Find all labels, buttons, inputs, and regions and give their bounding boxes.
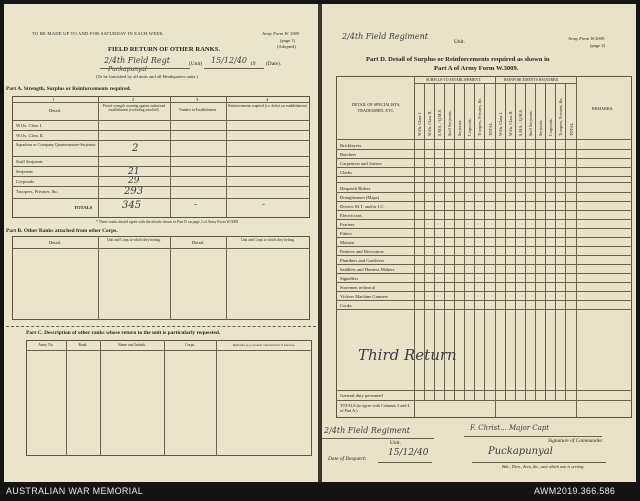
top-note: TO BE MADE UP TO AND FOR SATURDAY IN EACH WEEK. xyxy=(32,31,165,36)
col-header: Staff Serjeants. xyxy=(528,110,533,136)
unit-location-handwritten: Puckapunyal xyxy=(108,66,147,73)
unit-handwritten: 2/4th Field Regt xyxy=(104,56,170,65)
totals-note: * These totals should agree with the details shown in Part D on page 2 of Army Form W.3009. xyxy=(96,220,240,224)
totals-label: TOTALS xyxy=(74,205,93,210)
part-a-row-label: Squadron or Company Quartermaster-Serjeants xyxy=(16,142,96,147)
part-c-header-remarks: Remarks (e.g. present whereabouts if known). xyxy=(232,343,296,347)
part-a-col-num-1: 1 xyxy=(52,97,55,102)
location-handwritten: Puckapunyal xyxy=(488,446,553,457)
perforation-line xyxy=(6,326,316,327)
col-header: Staff Serjeants. xyxy=(447,110,452,136)
trade-row-label: Despatch Riders xyxy=(340,186,371,191)
col-header: S.M.S. / Q.M.S. xyxy=(518,109,523,136)
unit-label: (Unit) xyxy=(189,61,203,67)
part-d-totals-label: TOTALS (to agree with Columns 3 and 4 of Part A.) xyxy=(340,403,410,413)
part-c-title: Part C. Description of other ranks whose return to the unit is particularly requested. xyxy=(26,330,221,336)
despatch-label: Date of Despatch xyxy=(328,456,366,462)
date-handwritten: 15/12/40 xyxy=(211,56,247,65)
reinforcements-header: REINFORCEMENTS REQUIRED. xyxy=(504,78,560,82)
part-b-title: Part B. Other Ranks attached from other Corps. xyxy=(6,228,118,234)
part-a-col-num-2: 2 xyxy=(132,97,135,102)
part-a-row-label: Serjeants xyxy=(16,169,33,174)
adopted-label: (Adopted) xyxy=(277,44,296,49)
trade-row-label: Masons xyxy=(340,240,355,245)
col-header: Corporals. xyxy=(548,118,553,136)
col-header: Serjeants. xyxy=(457,119,462,136)
third-return-handwritten: Third Return xyxy=(358,346,457,364)
part-d-detail-header: DETAIL OF SPECIALISTS, TRADESMEN, ETC. xyxy=(351,102,401,113)
army-form-label: Army Form W. 3009 xyxy=(262,31,300,36)
footer-accession-number: AWM2019.366.586 xyxy=(534,486,616,496)
left-page xyxy=(4,4,318,482)
part-a-row-strength: 293 xyxy=(124,186,144,197)
trade-row-label: Signallers xyxy=(340,276,359,281)
signature-unit-label: Unit. xyxy=(390,440,401,446)
part-a-row-label: W.Os. Class I. xyxy=(16,123,43,128)
part-b-header-unit-2: Unit and Corps to which they belong. xyxy=(241,238,295,242)
right-unit-handwritten: 2/4th Field Regiment xyxy=(342,32,428,41)
col-header: TOTAL. xyxy=(569,121,574,136)
trade-row-label: Clerks xyxy=(340,170,352,175)
part-c-table xyxy=(26,340,312,456)
commander-signature-handwritten: F. Christ... Major Capt xyxy=(470,424,550,432)
general-duty-label: General duty personnel xyxy=(340,393,383,398)
totals-reinforcements: - xyxy=(262,200,266,210)
trade-row-label: Painters and Decorators xyxy=(340,249,384,254)
part-b-header-unit-1: Unit and Corps to which they belong. xyxy=(107,238,161,242)
part-c-header-name: Name and Initials. xyxy=(118,343,146,347)
form-title: FIELD RETURN OF OTHER RANKS. xyxy=(108,46,221,53)
trade-row-label: Saddlers and Harness Makers xyxy=(340,267,395,272)
trade-row-label: Farriers xyxy=(340,222,355,227)
right-unit-label: Unit. xyxy=(454,39,465,45)
part-a-col-num-4: 4 xyxy=(266,97,269,102)
right-page xyxy=(322,4,636,482)
col-header: Serjeants. xyxy=(538,119,543,136)
signature-unit-handwritten: 2/4th Field Regiment xyxy=(324,426,410,435)
part-b-header-detail-1: Detail. xyxy=(48,240,62,245)
col-header: W.Os. Class I. xyxy=(417,112,422,136)
part-a-row-strength: 21 xyxy=(128,167,140,177)
trade-row-label: Drivers M.T. and/or I.C. xyxy=(340,204,385,209)
part-a-row-label: W.Os. Class II. xyxy=(16,133,44,138)
col-header: Troopers, Privates, &c. xyxy=(477,97,482,136)
trade-row-label: Electricians xyxy=(340,213,362,218)
totals-strength: 345 xyxy=(122,200,142,211)
year-prefix: 19 xyxy=(250,61,256,67)
col-header: Corporals. xyxy=(467,118,472,136)
footer-credit: AUSTRALIAN WAR MEMORIAL xyxy=(6,486,144,496)
furnish-note: (To be furnished by all units and all Headquarter units.) xyxy=(96,74,198,79)
col-header: Troopers, Privates, &c. xyxy=(558,97,563,136)
trade-row-label: Bricklayers xyxy=(340,143,362,148)
part-c-header-army-no: Army No. xyxy=(38,343,54,347)
trade-row-label: Cooks xyxy=(340,303,352,308)
col-header: W.Os. Class II. xyxy=(427,110,432,136)
part-d-title-line2: Part A of Army Form W.3009. xyxy=(434,65,519,72)
col-header: W.Os. Class II. xyxy=(508,110,513,136)
part-c-header-rank: Rank. xyxy=(78,343,88,347)
part-a-row-label: Troopers, Privates, &c. xyxy=(16,189,59,194)
totals-establishment: - xyxy=(194,200,198,210)
part-a-col-num-3: 3 xyxy=(196,97,199,102)
despatch-date-handwritten: 15/12/40 xyxy=(388,448,429,458)
trade-row-label: Plumbers and Gasfitters xyxy=(340,258,385,263)
part-c-header-corps: Corps. xyxy=(184,343,196,347)
part-a-header-detail: Detail. xyxy=(48,108,62,113)
part-a-row-label: Corporals xyxy=(16,179,35,184)
part-a-header-establishment: Number in Establishment. xyxy=(179,108,217,112)
part-a-header-reinforcements: Reinforcements required (i.e. deficit on establishment). xyxy=(228,104,308,108)
part-a-table xyxy=(12,96,310,218)
trade-row-label: Butchers xyxy=(340,152,357,157)
trade-row-label: Storemen technical xyxy=(340,285,376,290)
part-a-row-label: Staff Serjeants xyxy=(16,159,43,164)
trade-row-label: Carpenters and Joiners xyxy=(340,161,382,166)
remarks-header: REMARKS. xyxy=(592,106,614,111)
location-label: Bde., Divn., Area, &c., unit which unit is serving. xyxy=(502,464,585,469)
right-page-label: (page 2) xyxy=(590,43,606,48)
col-header: TOTAL. xyxy=(488,121,493,136)
trade-row-label: Vickers Machine Gunners xyxy=(340,294,388,299)
part-a-header-strength: Posted strength counting against authorised establishment (excluding attached). xyxy=(102,104,166,113)
part-a-row-strength: 29 xyxy=(128,176,140,186)
part-d-title-line1: Part D. Detail of Surplus or Reinforcements required as shown in xyxy=(366,56,550,63)
part-b-header-detail-2: Detail. xyxy=(191,240,205,245)
right-army-form: Army Form W.3009 xyxy=(568,36,605,41)
col-header: S.M.S. / Q.M.S. xyxy=(437,109,442,136)
signature-label: Signature of Commander. xyxy=(548,438,604,444)
trade-row-label: Draughtsmen (Maps) xyxy=(340,195,380,200)
date-label: (Date). xyxy=(266,61,282,67)
page-label: (page 1) xyxy=(280,38,296,43)
part-a-row-strength: 2 xyxy=(132,143,139,154)
trade-row-label: Fitters xyxy=(340,231,352,236)
part-a-title: Part A. Strength, Surplus or Reinforcements required. xyxy=(6,86,131,92)
col-header: W.Os. Class I. xyxy=(498,112,503,136)
surplus-header: SURPLUS TO ESTABLISHMENT. xyxy=(426,78,482,82)
